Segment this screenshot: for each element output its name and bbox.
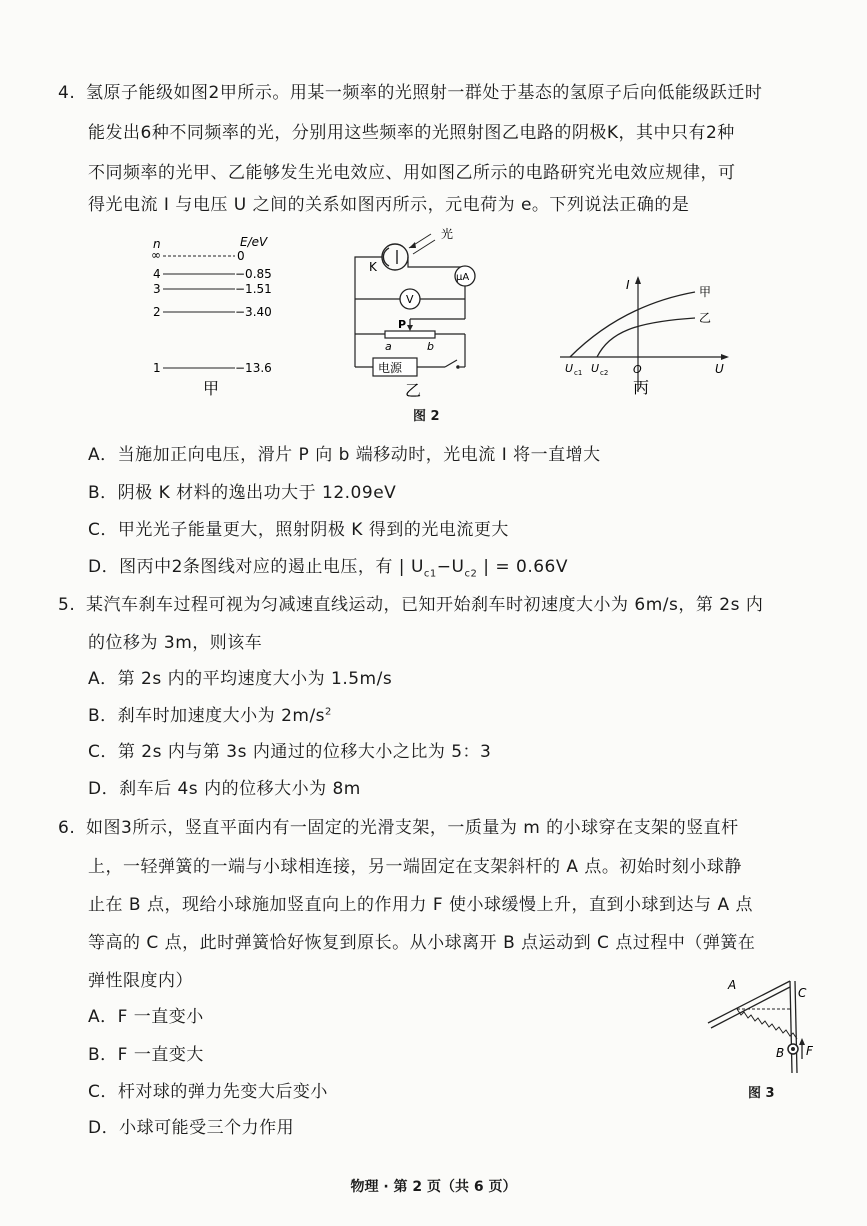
spring-icon [737,1009,797,1039]
q5-line-2: 的位移为 3m，则该车 [88,633,263,653]
q4-line-4: 得光电流 I 与电压 U 之间的关系如图丙所示，元电荷为 e。下列说法正确的是 [88,195,690,215]
level-n-4: 4 [153,267,161,281]
q4-text-1: 氢原子能级如图2甲所示。用某一频率的光照射一群处于基态的氢原子后向低能级跃迁时 [86,83,763,103]
iu-graph [555,272,735,402]
q6-text-1: 如图3所示，竖直平面内有一固定的光滑支架，一质量为 m 的小球穿在支架的竖直杆 [86,818,739,838]
q4-option-d-sub1: c1 [423,568,437,580]
level-e-3: −1.51 [235,282,272,296]
q6-option-c: C．杆对球的弹力先变大后变小 [88,1082,328,1102]
q5-line-1 [58,590,763,615]
q6-number: 6. [58,818,76,838]
voltmeter-label: V [406,293,414,306]
q5-option-d: D．刹车后 4s 内的位移大小为 8m [88,779,361,799]
figure-3-caption: 图 3 [748,1086,775,1101]
source-label: 电源 [378,361,403,375]
q6-option-b: B．F 一直变大 [88,1045,204,1065]
energy-level-diagram [145,232,285,402]
e-header: E/eV [240,235,268,249]
level-e-1: −13.6 [235,361,272,375]
page-footer: 物理 · 第 2 页（共 6 页） [350,1179,517,1195]
photoelectric-circuit [345,222,495,402]
i-axis-label: I [626,278,630,292]
q6-line-3: 止在 B 点，现给小球施加竖直向上的作用力 F 使小球缓慢上升，直到小球到达与 A 点 [88,895,753,915]
q5-option-b-sup: 2 [325,706,332,718]
light-label: 光 [441,227,454,241]
u-axis-label: U [715,362,724,376]
rheostat-icon [385,331,435,338]
slider-label: P [398,318,407,331]
support-frame-diagram [700,975,830,1075]
q5-option-a: A．第 2s 内的平均速度大小为 1.5m/s [88,669,393,689]
vertical-rod [790,981,792,1073]
level-n-2: 2 [153,305,161,319]
q4-number: 4. [58,83,76,103]
level-n-inf: ∞ [151,248,161,262]
level-e-inf: 0 [237,249,245,263]
ammeter-label: μA [456,272,470,283]
level-n-3: 3 [153,282,161,296]
light-arrow-2 [413,240,435,254]
q4-option-d-text1: D．图丙中2条图线对应的遏止电压，有 | U [88,557,424,577]
fig-jia-label: 甲 [203,379,220,398]
q6-line-1 [58,813,739,838]
q4-line-3: 不同频率的光甲、乙能够发生光电效应、用如图乙所示的电路研究光电效应规律，可 [88,163,736,183]
q4-line-1 [58,78,762,103]
rheostat-end-b: b [427,340,434,353]
q6-option-d: D．小球可能受三个力作用 [88,1118,295,1138]
q4-line-2: 能发出6种不同频率的光，分别用这些频率的光照射图乙电路的阴极K，其中只有2种 [88,123,735,143]
q5-option-b [88,701,332,726]
curve-jia [570,292,695,357]
q4-option-d-text2: −U [436,557,465,577]
curve-yi-label: 乙 [699,311,712,325]
q5-number: 5. [58,595,76,615]
figure-2-caption: 图 2 [413,409,440,424]
level-n-1: 1 [153,361,161,375]
uc2-label: U [591,362,600,375]
q4-option-b: B．阴极 K 材料的逸出功大于 12.09eV [88,483,397,503]
point-a-label: A [728,978,737,992]
uc1-label: U [565,362,574,375]
q4-option-a: A．当施加正向电压，滑片 P 向 b 端移动时，光电流 I 将一直增大 [88,445,601,465]
point-c-label: C [798,986,807,1000]
uc2-sub: c2 [600,369,609,377]
q4-option-d-text3: | = 0.66V [477,557,568,577]
fig-yi-label: 乙 [405,381,422,400]
point-b-label: B [776,1046,785,1060]
curve-jia-label: 甲 [699,285,712,299]
uc1-sub: c1 [574,369,583,377]
q6-line-5: 弹性限度内） [88,971,193,991]
q6-line-2: 上，一轻弹簧的一端与小球相连接，另一端固定在支架斜杆的 A 点。初始时刻小球静 [88,857,742,877]
q5-text-1: 某汽车刹车过程可视为匀减速直线运动，已知开始刹车时初速度大小为 6m/s，第 2s 内 [86,595,764,615]
q4-option-d-sub2: c2 [464,568,478,580]
n-header: n [153,237,161,251]
origin-label: O [633,363,642,376]
cathode-label: K [369,260,377,274]
q4-option-d [88,552,568,579]
rheostat-end-a: a [385,340,392,353]
q4-option-c: C．甲光光子能量更大，照射阴极 K 得到的光电流更大 [88,520,509,540]
q6-line-4: 等高的 C 点，此时弹簧恰好恢复到原长。从小球离开 B 点运动到 C 点过程中（弹簧在 [88,933,756,953]
level-e-2: −3.40 [235,305,272,319]
q5-option-b-text: B．刹车时加速度大小为 2m/s [88,706,326,726]
q5-option-c: C．第 2s 内与第 3s 内通过的位移大小之比为 5：3 [88,742,492,762]
force-f-label: F [806,1044,813,1058]
fig-bing-label: 丙 [633,378,650,397]
phototube-icon [382,244,408,270]
switch-icon [445,360,457,367]
q6-option-a: A．F 一直变小 [88,1007,204,1027]
level-e-4: −0.85 [235,267,272,281]
